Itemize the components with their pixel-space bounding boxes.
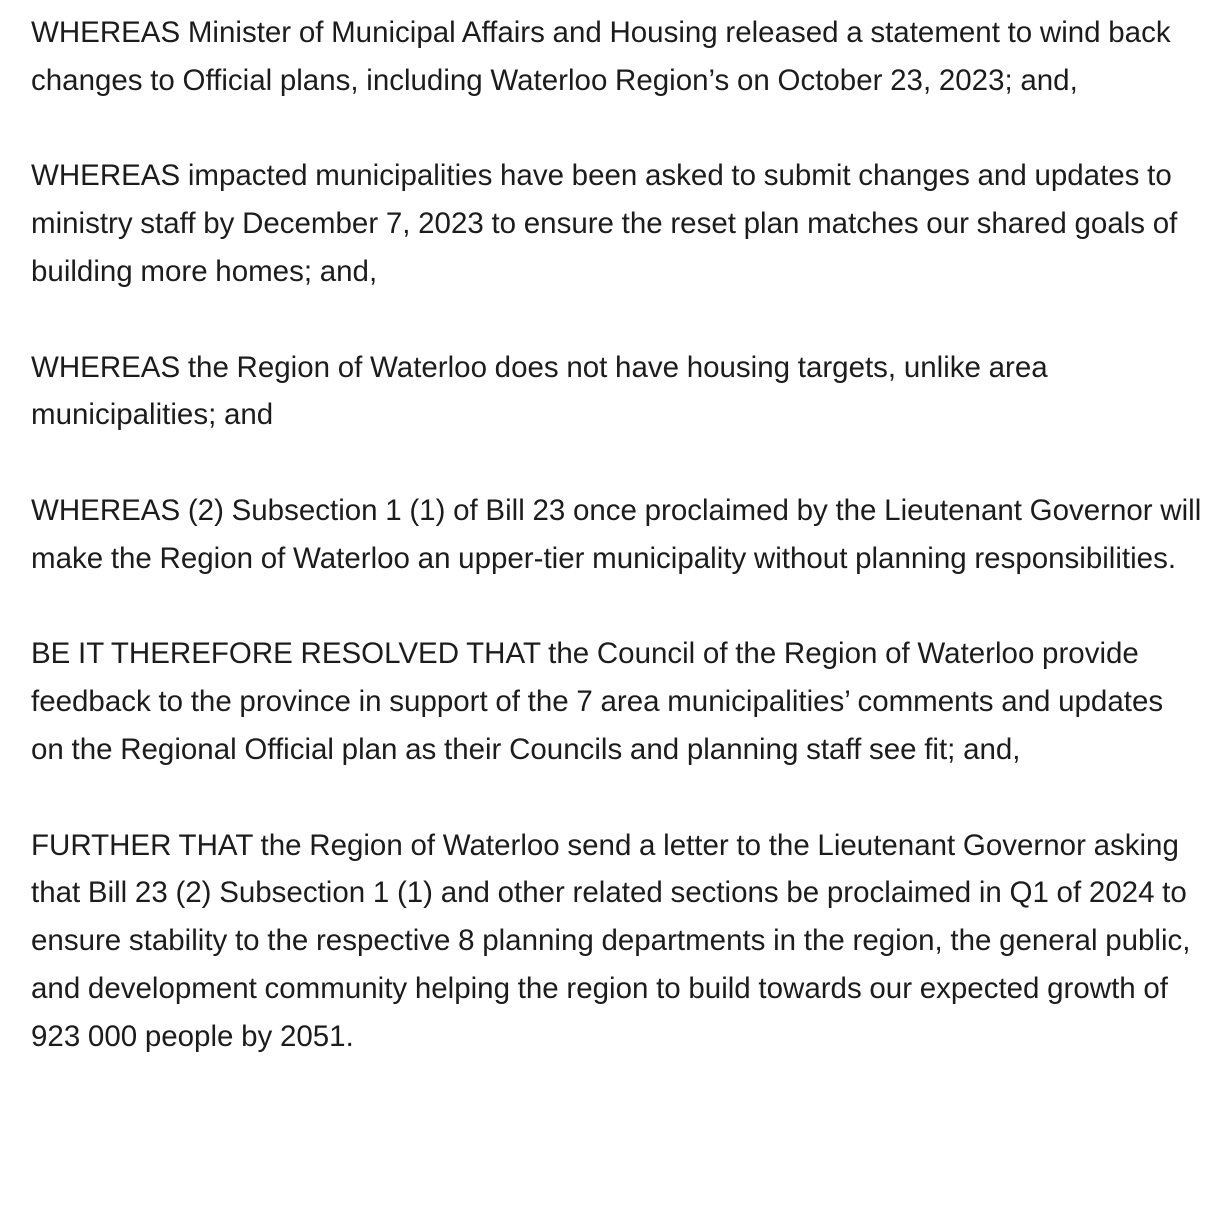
resolved-paragraph: BE IT THEREFORE RESOLVED THAT the Council of the Region of Waterloo provide feedback to the province in support of the 7 area municipalities’ comments and updates on the Regional Official plan as their Councils and planning staff see fit; and, [31, 637, 1164, 766]
whereas-paragraph-1: WHEREAS Minister of Municipal Affairs and Housing released a statement to wind back changes to Official plans, including Waterloo Region’s on October 23, 2023; and, [31, 16, 1171, 97]
whereas-paragraph-3: WHEREAS the Region of Waterloo does not have housing targets, unlike area municipalities; and [31, 350, 1048, 432]
further-paragraph: FURTHER THAT the Region of Waterloo send a letter to the Lieutenant Governor asking that Bill 23 (2) Subsection 1 (1) and other related sections be proclaimed in Q1 of 2024 to ensure stability to the respective 8 planning departments in the region, the general public, and development community helping the region to build towards our expected growth of 923 000 people by 2051. [31, 828, 1191, 1053]
whereas-paragraph-2: WHEREAS impacted municipalities have been asked to submit changes and updates to ministry staff by December 7, 2023 to ensure the reset plan matches our shared goals of building more homes; and, [31, 159, 1178, 288]
whereas-paragraph-4: WHEREAS (2) Subsection 1 (1) of Bill 23 once proclaimed by the Lieutenant Governor will make the Region of Waterloo an upper-tier municipality without planning responsibilities. [31, 493, 1202, 575]
